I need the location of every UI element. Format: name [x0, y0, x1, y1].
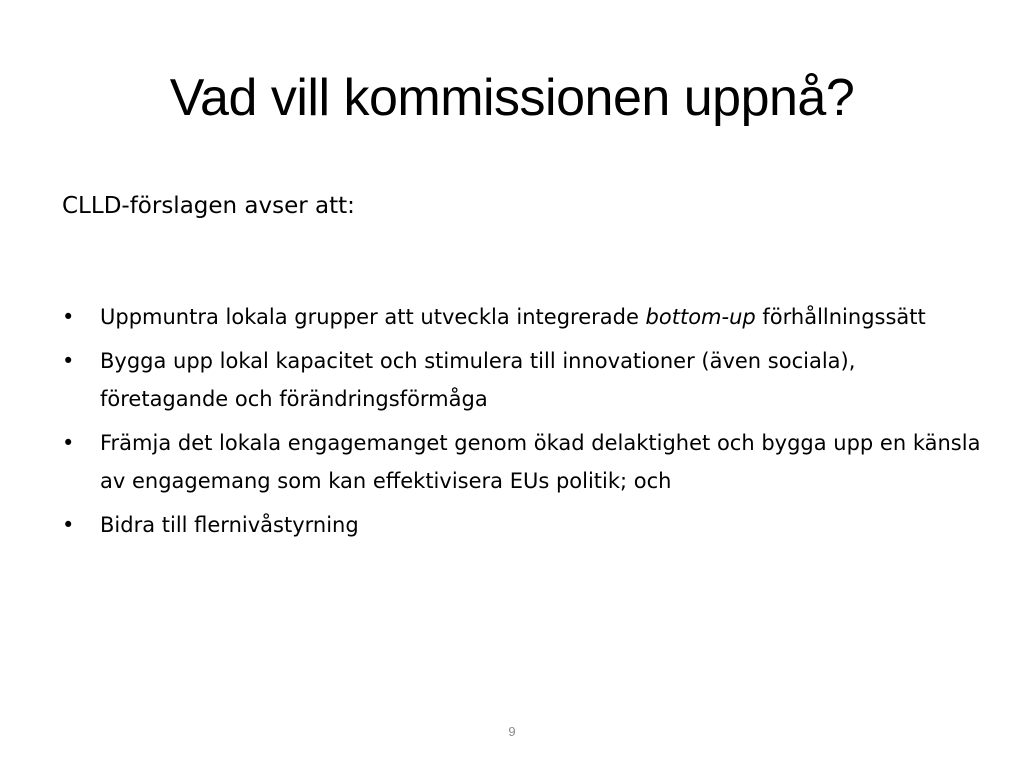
bullet-icon: •	[62, 305, 75, 329]
bullet-text: Uppmuntra lokala grupper att utveckla integrerade	[100, 305, 646, 329]
bullet-text: Bidra till flernivåstyrning	[100, 513, 359, 537]
bullet-text: Främja det lokala engagemanget genom ökad delaktighet och bygga upp en känsla av engagemang som kan effektivisera EUs politik; och	[100, 431, 981, 493]
slide-title: Vad vill kommissionen uppnå?	[169, 69, 855, 127]
list-item	[62, 298, 982, 336]
intro-text: CLLD-förslagen avser att:	[62, 193, 355, 219]
bullet-icon: •	[62, 431, 75, 455]
page-number: 9	[508, 724, 516, 739]
bullet-icon: •	[62, 513, 75, 537]
bullet-text-italic: bottom-up	[645, 305, 756, 329]
bullet-icon: •	[62, 349, 75, 373]
list-item	[62, 506, 982, 544]
list-item	[62, 342, 982, 418]
bullet-list	[62, 298, 982, 550]
bullet-text: Bygga upp lokal kapacitet och stimulera till innovationer (även sociala), företagande och förändringsförmåga	[100, 349, 856, 411]
list-item	[62, 424, 982, 500]
bullet-text-after: förhållningssätt	[755, 305, 926, 329]
